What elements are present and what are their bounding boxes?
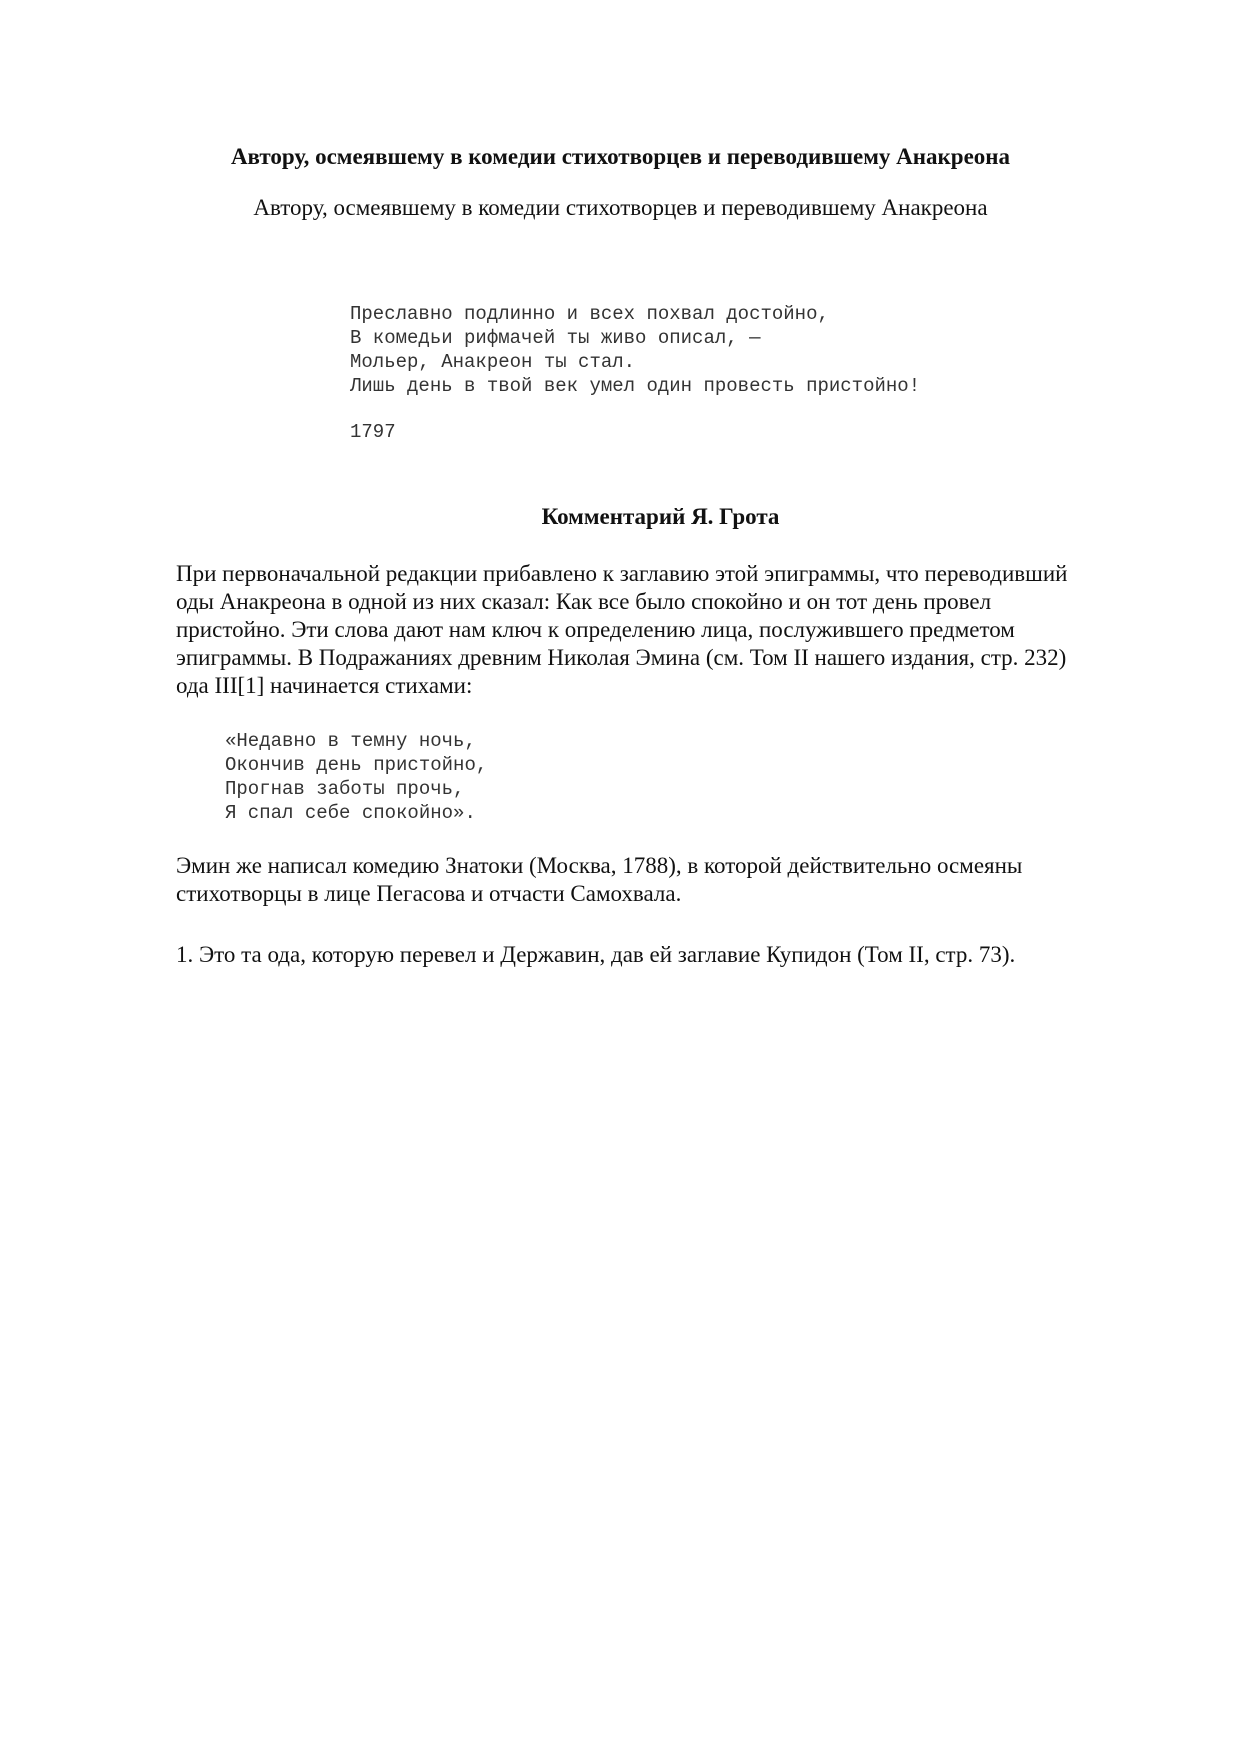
document-title: Автору, осмеявшему в комедии стихотворцев и переводившему Анакреона <box>230 144 1011 169</box>
footnote-text: 1. Это та ода, которую перевел и Державин, дав ей заглавие Купидон (Том II, стр. 73). <box>176 942 1016 967</box>
paragraph-line: Эмин же написал комедию Знатоки (Москва, 1788), в которой действительно осмеяны <box>176 853 1023 878</box>
footnote <box>176 941 1166 969</box>
paragraph-line: ода III[1] начинается стихами: <box>176 673 473 698</box>
quote-line: «Недавно в темну ночь, <box>225 730 476 752</box>
commentary-heading: Комментарий Я. Грота <box>541 504 780 529</box>
poem-line: Лишь день в твой век умел один провесть пристойно! <box>350 375 921 397</box>
paragraph-line: оды Анакреона в одной из них сказал: Как все было спокойно и он тот день провел <box>176 589 992 614</box>
paragraph-line: При первоначальной редакции прибавлено к заглавию этой эпиграммы, что переводивший <box>176 561 1068 586</box>
paragraph-line: пристойно. Эти слова дают нам ключ к определению лица, послужившего предметом <box>176 617 1015 642</box>
epigram-poem <box>350 302 920 444</box>
paragraph-line: эпиграммы. В Подражаниях древним Николая Эмина (см. Том II нашего издания, стр. 232) <box>176 645 1067 670</box>
quote-line: Я спал себе спокойно». <box>225 802 476 824</box>
quote-line: Прогнав заботы прочь, <box>225 778 465 800</box>
quoted-verse <box>225 729 487 825</box>
commentary-paragraph-1 <box>176 560 1166 700</box>
poem-line: Преславно подлинно и всех похвал достойно, <box>350 303 829 325</box>
commentary-paragraph-2 <box>176 852 1166 908</box>
poem-year: 1797 <box>350 421 396 443</box>
paragraph-line: стихотворцы в лице Пегасова и отчасти Самохвала. <box>176 881 682 906</box>
poem-line: В комедьи рифмачей ты живо описал, — <box>350 327 761 349</box>
quote-line: Окончив день пристойно, <box>225 754 488 776</box>
poem-line: Мольер, Анакреон ты стал. <box>350 351 636 373</box>
document-subtitle: Автору, осмеявшему в комедии стихотворцев и переводившему Анакреона <box>253 195 988 220</box>
